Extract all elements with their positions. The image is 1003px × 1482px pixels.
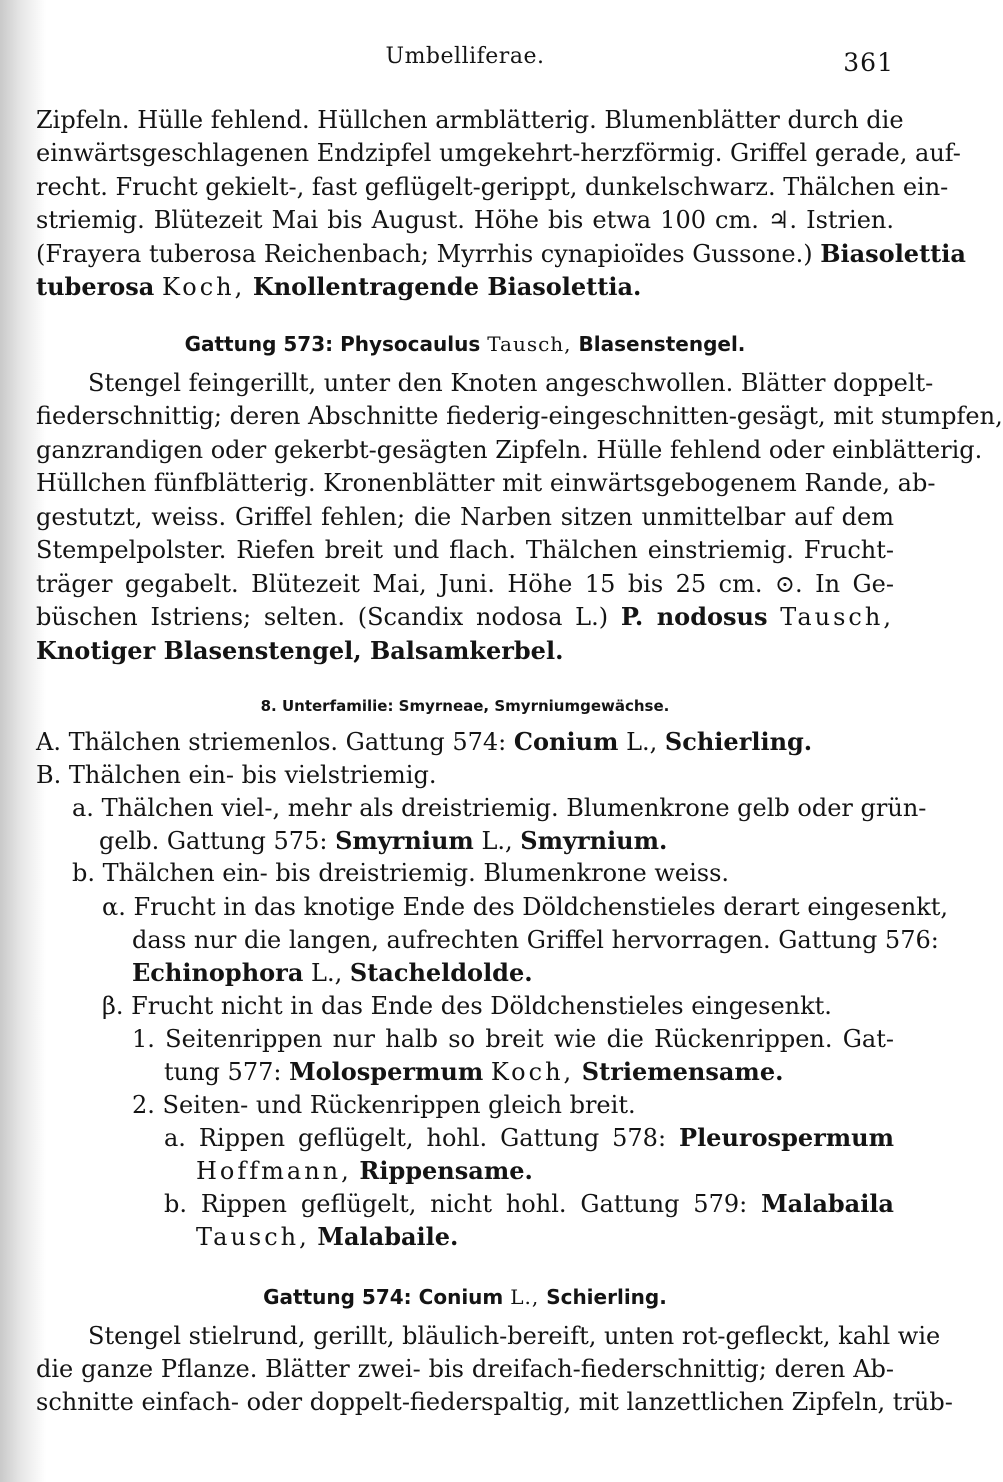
key-text: gelb. Gattung 575: [99, 827, 328, 855]
author-name: L., [311, 959, 343, 987]
heading-common: Schierling. [546, 1285, 667, 1309]
key-entry-alpha-cont [36, 957, 894, 989]
text-line [36, 238, 966, 270]
text-line: die ganze Pflanze. Blätter zwei- bis dreifach-fiederschnittig; deren Ab- [36, 1355, 894, 1383]
heading-author: L., [510, 1285, 540, 1309]
author-name: L., [481, 827, 513, 855]
key-label: B. [36, 761, 62, 789]
common-name: Malabaile. [317, 1222, 459, 1251]
heading-common: Blasenstengel. [578, 332, 746, 356]
key-text: Thälchen viel-, mehr als dreistriemig. Blumenkrone gelb oder grün- [101, 794, 927, 822]
key-text: Thälchen ein- bis vielstriemig. [68, 761, 437, 789]
common-name: Striemensame. [581, 1057, 784, 1086]
key-entry-b-b [36, 857, 894, 889]
key-entry-2a [36, 1122, 894, 1154]
text-line: fiederschnittig; deren Abschnitte fiederig-eingeschnitten-gesägt, mit stumpfen, [36, 402, 1003, 430]
key-text: Thälchen ein- bis dreistriemig. Blumenkrone weiss. [102, 859, 730, 887]
author-name: Tausch, [196, 1223, 310, 1251]
author-name: Hoffmann, [196, 1157, 352, 1185]
genus-name: Biasolettia [820, 239, 966, 268]
key-text: tung 577: [164, 1058, 282, 1086]
key-entry-2b [36, 1188, 894, 1220]
heading-genus: Conium [418, 1285, 504, 1309]
genus-heading [36, 330, 894, 358]
common-name: Rippensame. [359, 1156, 533, 1185]
text-line: Stempelpolster. Riefen breit und flach. Thälchen einstriemig. Frucht- [36, 536, 894, 564]
text-line: Stengel feingerillt, unter den Knoten angeschwollen. Blätter doppelt- [88, 369, 934, 397]
key-label: 2. [132, 1091, 155, 1119]
subfamily-heading: 8. Unterfamilie: Smyrneae, Smyrniumgewächse. [260, 697, 670, 715]
common-name: Stacheldolde. [349, 958, 533, 987]
genus-name: Echinophora [132, 958, 304, 987]
key-text: Frucht nicht in das Ende des Döldchenstieles eingesenkt. [131, 992, 832, 1020]
key-entry-beta [36, 990, 894, 1022]
key-entry-b [36, 759, 894, 791]
key-label: a. [72, 794, 94, 822]
key-label: α. [102, 893, 126, 921]
key-text: Rippen geflügelt, hohl. Gattung 578: [198, 1124, 667, 1152]
text-line [36, 601, 894, 633]
text-line: recht. Frucht gekielt-, fast geflügelt-gerippt, dunkelschwarz. Thälchen ein- [36, 173, 949, 201]
text-line: striemig. Blütezeit Mai bis August. Höhe bis etwa 100 cm. ♃. Istrien. [36, 206, 894, 234]
common-name: Schierling. [664, 727, 813, 756]
key-label: 1. [132, 1025, 155, 1053]
heading-genus: Physocaulus [340, 332, 481, 356]
running-title: Umbelliferae. [385, 44, 545, 69]
common-name: Knotiger Blasenstengel, Balsamkerbel. [36, 636, 564, 665]
text-line: Zipfeln. Hülle fehlend. Hüllchen armblätterig. Blumenblätter durch die [36, 106, 904, 134]
key-text: Frucht in das knotige Ende des Döldchenstieles derart eingesenkt, [133, 893, 949, 921]
genus-name: Malabaila [761, 1189, 894, 1218]
key-text: Rippen geflügelt, nicht hohl. Gattung 579: [200, 1190, 748, 1218]
key-label: a. [164, 1124, 186, 1152]
key-entry-a [36, 726, 894, 758]
common-name: Smyrnium. [520, 826, 668, 855]
heading-author: Tausch, [487, 332, 572, 356]
text-line [36, 271, 894, 303]
key-entry-2 [36, 1089, 894, 1121]
key-entry-1 [36, 1023, 894, 1055]
key-label: A. [36, 728, 61, 756]
key-entry-alpha [36, 891, 949, 923]
text-line: Stengel stielrund, gerillt, bläulich-bereift, unten rot-gefleckt, kahl wie [88, 1322, 941, 1350]
key-label: β. [102, 992, 124, 1020]
heading-prefix: Gattung 574: [263, 1285, 412, 1309]
species-name: P. nodosus [620, 602, 768, 631]
genus-name: Molospermum [289, 1057, 484, 1086]
key-entry-b-a [36, 792, 927, 824]
genus-name: Smyrnium [335, 826, 474, 855]
heading-prefix: Gattung 573: [184, 332, 334, 356]
text-line: träger gegabelt. Blütezeit Mai, Juni. Höhe 15 bis 25 cm. ⊙. In Ge- [36, 570, 894, 598]
key-label: b. [164, 1190, 187, 1218]
author-name: L., [626, 728, 658, 756]
synonym-text: büschen Istriens; selten. (Scandix nodosa L.) [36, 603, 609, 631]
key-entry-2b-cont [36, 1221, 894, 1253]
text-line: schnitte einfach- oder doppelt-fiederspaltig, mit lanzettlichen Zipfeln, trüb- [36, 1388, 953, 1416]
text-line [36, 635, 894, 667]
author-name: Koch, [490, 1058, 575, 1086]
key-label: b. [72, 859, 95, 887]
common-name: Knollentragende Biasolettia. [252, 272, 642, 301]
key-entry-alpha-cont: dass nur die langen, aufrechten Griffel hervorragen. Gattung 576: [132, 926, 939, 954]
page-number: 361 [843, 48, 894, 77]
key-text: Seiten- und Rückenrippen gleich breit. [162, 1091, 636, 1119]
text-line: gestutzt, weiss. Griffel fehlen; die Narben sitzen unmittelbar auf dem [36, 503, 894, 531]
genus-name: Pleurospermum [679, 1123, 894, 1152]
key-text: Thälchen striemenlos. Gattung 574: [68, 728, 507, 756]
text-line: einwärtsgeschlagenen Endzipfel umgekehrt-herzförmig. Griffel gerade, auf- [36, 139, 961, 167]
synonym-text: (Frayera tuberosa Reichenbach; Myrrhis cynapioïdes Gussone.) [36, 240, 813, 268]
author-name: Tausch, [780, 603, 894, 631]
key-text: Seitenrippen nur halb so breit wie die Rückenrippen. Gat- [165, 1025, 894, 1053]
key-entry-b-a-cont [36, 825, 894, 857]
author-name: Koch, [161, 273, 246, 301]
running-head [36, 44, 894, 78]
text-line: Hüllchen fünfblätterig. Kronenblätter mit einwärtsgebogenem Rande, ab- [36, 469, 936, 497]
genus-name: Conium [513, 727, 619, 756]
key-entry-2a-cont [36, 1155, 894, 1187]
species-name: tuberosa [36, 272, 155, 301]
genus-heading [36, 1283, 894, 1311]
key-entry-1-cont [36, 1056, 894, 1088]
text-line: ganzrandigen oder gekerbt-gesägten Zipfeln. Hülle fehlend oder einblätterig. [36, 436, 983, 464]
